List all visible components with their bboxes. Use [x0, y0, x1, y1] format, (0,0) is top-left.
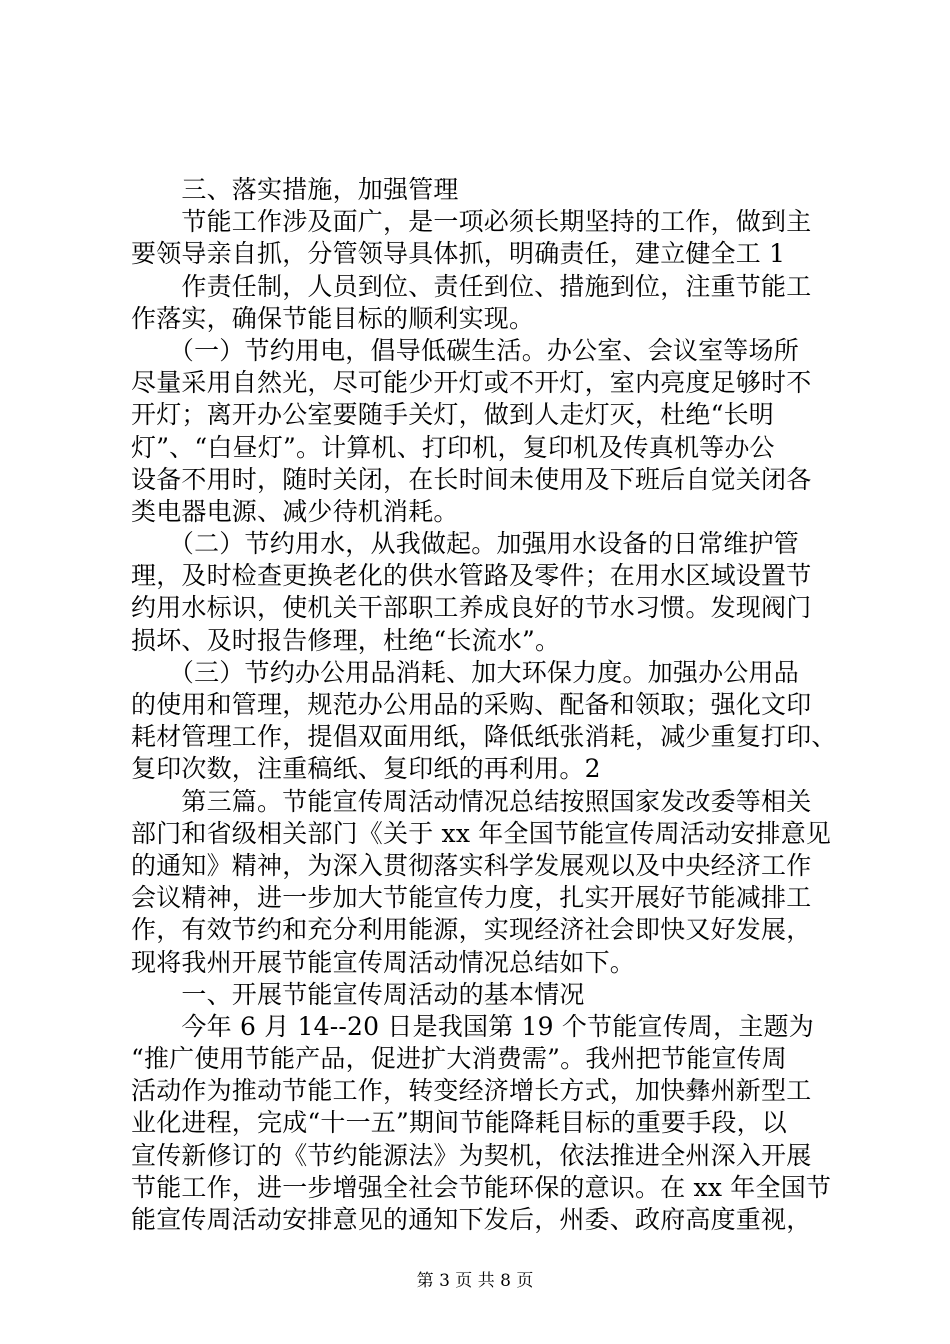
- text-line: （二）节约用水，从我做起。加强用水设备的日常维护管: [131, 529, 799, 559]
- text-line: （一）节约用电，倡导低碳生活。办公室、会议室等场所: [131, 335, 799, 365]
- text-line: 部门和省级相关部门《关于 xx 年全国节能宣传周活动安排意见: [131, 818, 832, 848]
- text-line: 的通知》精神，为深入贯彻落实科学发展观以及中央经济工作: [131, 850, 812, 880]
- text-line: 尽量采用自然光，尽可能少开灯或不开灯，室内亮度足够时不: [131, 368, 812, 398]
- text-line: 能宣传周活动安排意见的通知下发后，州委、政府高度重视，: [131, 1205, 812, 1234]
- text-line: 开灯；离开办公室要随手关灯，做到人走灯灭，杜绝“长明: [131, 400, 774, 430]
- text-line: 耗材管理工作，提倡双面用纸，降低纸张消耗，减少重复打印、: [131, 722, 837, 752]
- text-line: 现将我州开展节能宣传周活动情况总结如下。: [131, 947, 636, 977]
- text-line: 理，及时检查更换老化的供水管路及零件；在用水区域设置节: [131, 561, 812, 591]
- text-line: 业化进程，完成“十一五”期间节能降耗目标的重要手段，以: [131, 1108, 787, 1138]
- text-line: 作，有效节约和充分利用能源，实现经济社会即快又好发展，: [131, 915, 812, 945]
- document-body: [131, 174, 837, 1236]
- page-footer: 第 3 页 共 8 页: [416, 1271, 534, 1291]
- text-line: 会议精神，进一步加大节能宣传力度，扎实开展好节能减排工: [131, 883, 812, 913]
- text-line: 三、落实措施，加强管理: [131, 175, 459, 204]
- text-line: 作落实，确保节能目标的顺利实现。: [131, 303, 535, 333]
- text-line: 要领导亲自抓，分管领导具体抓，明确责任，建立健全工 1: [131, 239, 786, 269]
- text-line: 损坏、及时报告修理，杜绝“长流水”。: [131, 625, 561, 655]
- text-line: 的使用和管理，规范办公用品的采购、配备和领取；强化文印: [131, 690, 812, 719]
- text-line: 节能工作涉及面广，是一项必须长期坚持的工作，做到主: [131, 207, 812, 237]
- text-line: （三）节约办公用品消耗、加大环保力度。加强办公用品: [131, 657, 799, 687]
- text-line: 复印次数，注重稿纸、复印纸的再利用。2: [131, 754, 601, 784]
- text-line: 一、开展节能宣传周活动的基本情况: [131, 979, 585, 1009]
- text-line: 节能工作，进一步增强全社会节能环保的意识。在 xx 年全国节: [131, 1172, 832, 1202]
- text-line: 约用水标识，使机关干部职工养成良好的节水习惯。发现阀门: [131, 593, 812, 623]
- text-line: 类电器电源、减少待机消耗。: [131, 496, 459, 526]
- text-line: 今年 6 月 14--20 日是我国第 19 个节能宣传周，主题为: [131, 1011, 814, 1041]
- text-line: “推广使用节能产品，促进扩大消费需”。我州把节能宣传周: [131, 1044, 787, 1074]
- text-line: 灯”、“白昼灯”。计算机、打印机，复印机及传真机等办公: [131, 432, 775, 462]
- text-line: 作责任制，人员到位、责任到位、措施到位，注重节能工: [131, 271, 812, 301]
- text-line: 宣传新修订的《节约能源法》为契机，依法推进全州深入开展: [131, 1140, 812, 1170]
- text-line: 第三篇。节能宣传周活动情况总结按照国家发改委等相关: [131, 786, 812, 816]
- text-line: 设备不用时，随时关闭，在长时间未使用及下班后自觉关闭各: [131, 464, 812, 494]
- text-line: 活动作为推动节能工作，转变经济增长方式，加快彝州新型工: [131, 1076, 812, 1106]
